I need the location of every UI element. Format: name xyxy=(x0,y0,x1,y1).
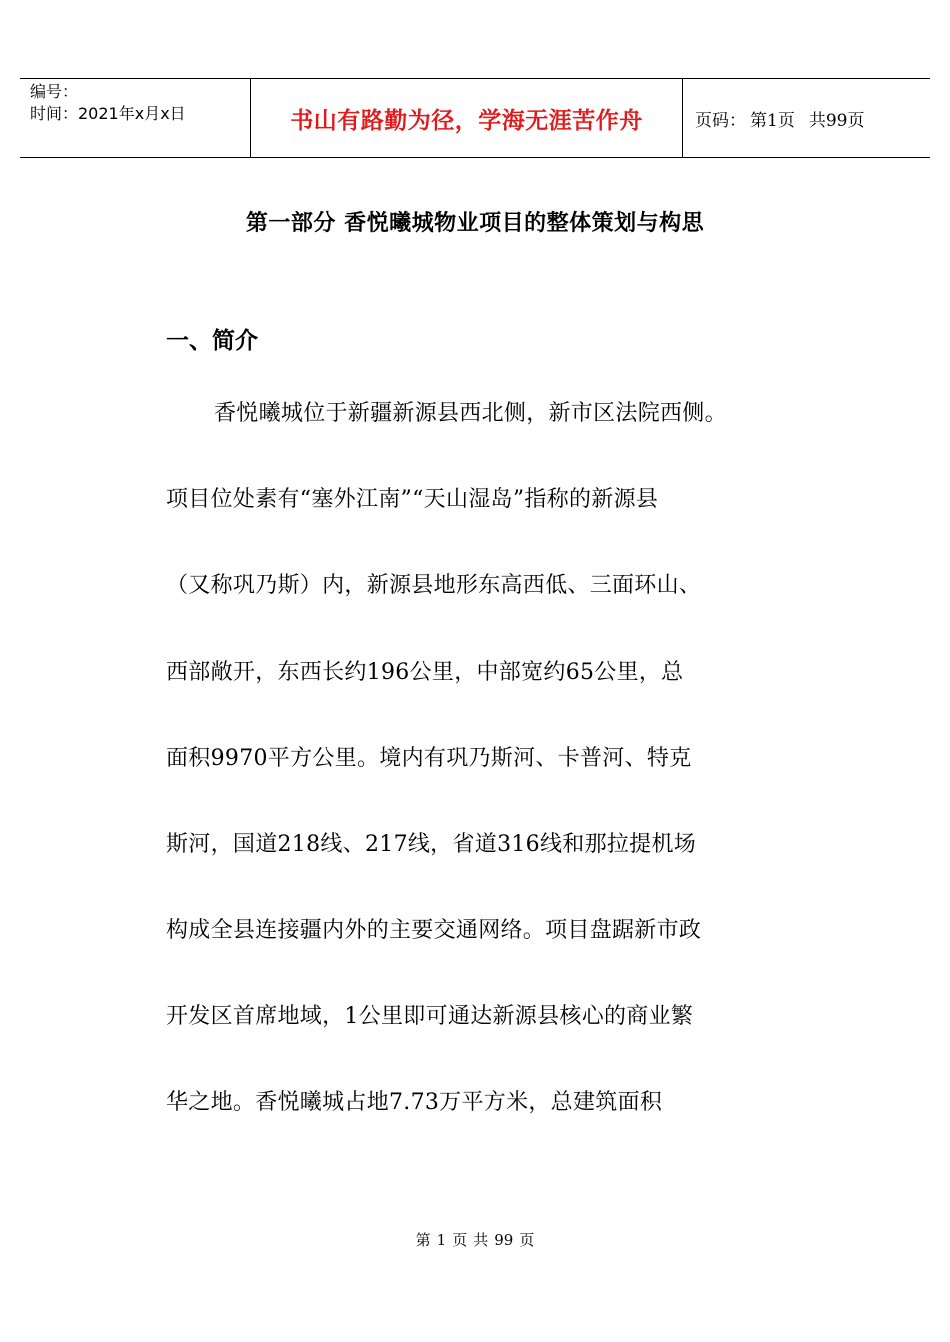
footer-total-pages: 99 xyxy=(494,1231,514,1249)
page-header xyxy=(20,78,930,158)
paragraph-line: 项目位处素有“塞外江南”“天山湿岛”指称的新源县 xyxy=(166,487,659,512)
header-page-code xyxy=(683,79,930,157)
footer-ye: 页 xyxy=(452,1231,468,1249)
paragraph-line: 面积9970平方公里。境内有巩乃斯河、卡普河、特克 xyxy=(166,746,692,771)
page-footer xyxy=(0,1229,950,1250)
paragraph-line: （又称巩乃斯）内，新源县地形东高西低、三面环山、 xyxy=(166,573,702,598)
page-code-label: 页码： xyxy=(695,110,746,131)
document-number-label: 编号： xyxy=(30,82,79,101)
paragraph-line: 构成全县连接疆内外的主要交通网络。项目盘踞新市政 xyxy=(166,918,702,943)
paragraph-line: 斯河，国道218线、217线，省道316线和那拉提机场 xyxy=(166,832,697,857)
header-motto: 书山有路勤为径，学海无涯苦作舟 xyxy=(290,107,643,134)
section-heading: 一、简介 xyxy=(166,328,258,354)
footer-page-number: 1 xyxy=(436,1231,447,1249)
footer-ye-end: 页 xyxy=(519,1231,535,1249)
paragraph-line: 西部敞开，东西长约196公里，中部宽约65公里，总 xyxy=(166,660,684,685)
document-title: 第一部分 香悦曦城物业项目的整体策划与构思 xyxy=(245,211,705,236)
header-motto-cell xyxy=(251,79,683,157)
document-time-label: 时间：2021年x月x日 xyxy=(30,104,186,123)
paragraph-line: 开发区首席地域，1公里即可通达新源县核心的商业繁 xyxy=(166,1004,694,1029)
footer-di: 第 xyxy=(415,1231,431,1249)
paragraph-line: 华之地。香悦曦城占地7.73万平方米，总建筑面积 xyxy=(166,1090,663,1115)
header-meta xyxy=(20,79,251,157)
page-code-total: 共99页 xyxy=(808,110,865,131)
footer-gong: 共 xyxy=(473,1231,489,1249)
page-code-current: 第1页 xyxy=(750,110,795,131)
paragraph-line: 香悦曦城位于新疆新源县西北侧，新市区法院西侧。 xyxy=(214,401,727,426)
